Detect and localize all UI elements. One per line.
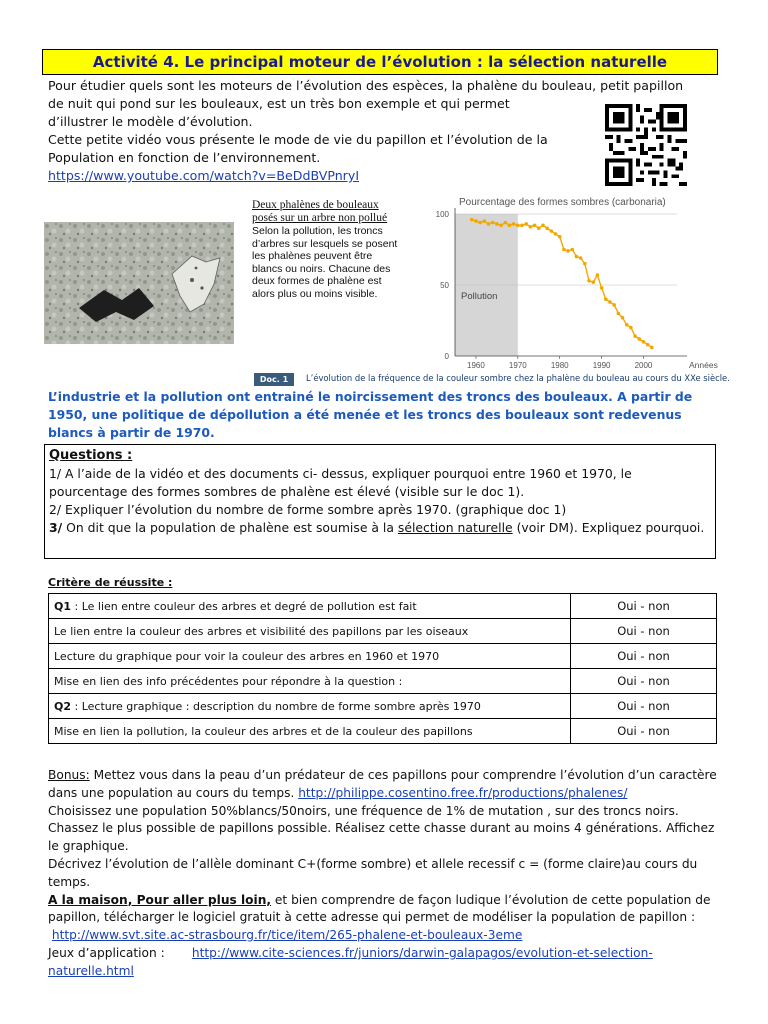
result-cell: Oui - non <box>571 669 717 694</box>
bonus-instructions: Choisissez une population 50%blancs/50noirs, une fréquence de 1% de mutation , sur des troncs noirs. Chassez le plus possible de papillons possible. Réalisez cette chasse durant au moins 4 générations. Affichez le graphique. <box>48 803 715 854</box>
intro-line-3: d’illustrer le modèle d’évolution. <box>48 114 253 129</box>
question-2: 2/ Expliquer l’évolution du nombre de forme sombre après 1970. (graphique doc 1) <box>49 502 567 517</box>
x-tick-label: 1980 <box>550 361 569 370</box>
question-3: 3/ On dit que la population de phalène est soumise à la sélection naturelle (voir DM). Expliquez pourquoi. <box>49 520 705 535</box>
data-point <box>529 225 533 229</box>
data-point <box>608 300 612 304</box>
criteria-heading: Critère de réussite : <box>48 576 173 589</box>
result-cell: Oui - non <box>571 619 717 644</box>
photo-caption <box>252 199 402 300</box>
data-point <box>483 219 487 223</box>
data-point <box>478 221 482 225</box>
criterion-cell: Mise en lien la pollution, la couleur des arbres et de la couleur des papillons <box>49 719 571 744</box>
data-point <box>558 235 562 239</box>
result-cell: Oui - non <box>571 694 717 719</box>
data-point <box>612 303 616 307</box>
doc-label: Doc. 1 <box>254 373 294 386</box>
doc-caption: L’évolution de la fréquence de la couleur sombre chez la phalène du bouleau au cours du XXe siècle. <box>306 373 730 383</box>
data-point <box>604 297 608 301</box>
data-point <box>646 343 650 347</box>
criterion-cell: Q1 : Le lien entre couleur des arbres et degré de pollution est fait <box>49 594 571 619</box>
bonus-label: Bonus: <box>48 768 90 782</box>
chart-title: Pourcentage des formes sombres (carbonaria) <box>459 197 666 208</box>
moths-photo <box>44 222 234 344</box>
data-point <box>554 232 558 236</box>
home-label: A la maison, Pour aller plus loin, <box>48 892 272 907</box>
phalenes-game-link[interactable]: http://philippe.cosentino.free.fr/productions/phalenes/ <box>298 785 628 800</box>
page-title: Activité 4. Le principal moteur de l’évolution : la sélection naturelle <box>42 49 718 75</box>
criterion-cell: Q2 : Lecture graphique : description du nombre de forme sombre après 1970 <box>49 694 571 719</box>
result-cell: Oui - non <box>571 719 717 744</box>
data-point <box>499 224 503 228</box>
intro-text <box>48 77 684 185</box>
data-point <box>474 219 478 223</box>
data-point <box>650 346 654 350</box>
questions-heading: Questions : <box>49 448 133 463</box>
caption-body: Selon la pollution, les troncs d’arbres sur lesquels se posent les phalènes peuvent être blancs ou noirs. Chacune des deux formes de phalène est alors plus ou moins visible. <box>252 225 398 300</box>
y-tick-label: 0 <box>444 352 449 361</box>
data-point <box>600 286 604 290</box>
data-point <box>520 224 524 228</box>
data-point <box>516 224 520 228</box>
intro-line-5: Population en fonction de l’environnement. <box>48 150 321 165</box>
intro-line-1: Pour étudier quels sont les moteurs de l’évolution des espèces, la phalène du bouleau, petit papillon <box>48 78 684 93</box>
intro-line-4: Cette petite vidéo vous présente le mode de vie du papillon et l’évolution de la <box>48 132 548 147</box>
data-point <box>470 218 474 222</box>
data-point <box>537 226 541 230</box>
table-row <box>49 619 717 644</box>
data-point <box>550 229 554 233</box>
games-label: Jeux d’application : <box>48 945 165 960</box>
data-point <box>512 222 516 226</box>
question-3-number: 3/ <box>49 520 63 535</box>
data-point <box>491 221 495 225</box>
bonus-allele-question: Décrivez l’évolution de l’allèle dominant C+(forme sombre) et allele recessif c = (forme claire)au cours du temps. <box>48 856 698 889</box>
carbonaria-chart <box>415 192 735 384</box>
natural-selection-term: sélection naturelle <box>397 520 513 535</box>
y-tick-label: 50 <box>440 281 449 290</box>
data-point <box>570 248 574 252</box>
table-row <box>49 719 717 744</box>
data-point <box>508 224 512 228</box>
data-point <box>629 326 633 330</box>
caption-title: Deux phalènes de bouleaux posés sur un arbre non pollué <box>252 199 388 224</box>
table-row <box>49 669 717 694</box>
data-point <box>633 334 637 338</box>
x-tick-label: 2000 <box>634 361 653 370</box>
table-row <box>49 594 717 619</box>
questions-box <box>44 444 716 559</box>
intro-line-2: de nuit qui pond sur les bouleaux, est un très bon exemple et qui permet <box>48 96 510 111</box>
data-point <box>524 222 528 226</box>
data-point <box>579 256 583 260</box>
data-point <box>503 221 507 225</box>
x-tick-label: 1970 <box>508 361 527 370</box>
x-tick-label: 1990 <box>592 361 611 370</box>
criterion-cell: Lecture du graphique pour voir la couleur des arbres en 1960 et 1970 <box>49 644 571 669</box>
data-point <box>596 273 600 277</box>
qr-code <box>604 104 688 186</box>
data-point <box>541 224 545 228</box>
data-point <box>583 262 587 266</box>
data-point <box>617 312 621 316</box>
criteria-table <box>48 593 717 744</box>
data-point <box>591 280 595 284</box>
data-point <box>495 222 499 226</box>
y-tick-label: 100 <box>435 210 449 219</box>
result-cell: Oui - non <box>571 644 717 669</box>
x-tick-label: 1960 <box>467 361 485 370</box>
bonus-section: Bonus: Mettez vous dans la peau d’un prédateur de ces papillons pour comprendre l’évolution d’un caractère dans une population au cours du temps. http://philippe.cosentino.free.fr/productions/phalenes/ Choisissez une population 50%blancs/50noirs, une fréquence de 1% de mutation , sur des troncs noirs. Chassez le plus possible de papillons possible. Réalisez cette chasse durant au moins 4 générations. Affichez le graphique. Décrivez l’évolution de l’allèle dominant C+(forme sombre) et allele recessif c = (forme claire)au cours du temps. A la maison, Pour aller plus loin, et bien comprendre de façon ludique l’évolution de cette population de papillon, télécharger le logiciel gratuit à cette adresse qui permet de modéliser la population de papillon : http://www.svt.site.ac-strasbourg.fr/tice/item/265-phalene-et-bouleaux-3eme Jeux d’application : http://www.cite-sciences.fr/juniors/darwin-galapagos/evolution-et-selection-naturelle.html <box>48 767 724 981</box>
industry-text: L’industrie et la pollution ont entrainé le noircissement des troncs des bouleaux. A partir de 1950, une politique de dépollution a été menée et les troncs des bouleaux sont redevenus blancs à partir de 1970. <box>48 389 693 440</box>
data-point <box>545 226 549 230</box>
data-point <box>638 337 642 341</box>
cite-sciences-link[interactable]: http://www.cite-sciences.fr/juniors/darwin-galapagos/evolution-et-selection-naturelle.html <box>48 945 653 978</box>
data-point <box>642 340 646 344</box>
data-point <box>625 323 629 327</box>
question-1: 1/ A l’aide de la vidéo et des documents ci- dessus, expliquer pourquoi entre 1960 et 1970, le pourcentage des formes sombres de phalène est élevé (visible sur le doc 1). <box>49 466 632 499</box>
data-point <box>621 316 625 320</box>
data-point <box>487 222 491 226</box>
data-point <box>575 255 579 259</box>
table-row <box>49 694 717 719</box>
data-point <box>566 249 570 253</box>
data-point <box>533 224 537 228</box>
criterion-cell: Le lien entre la couleur des arbres et visibilité des papillons par les oiseaux <box>49 619 571 644</box>
data-point <box>562 248 566 252</box>
video-link[interactable]: https://www.youtube.com/watch?v=BeDdBVPnryI <box>48 168 360 183</box>
x-axis-label: Années <box>689 360 718 370</box>
table-row <box>49 644 717 669</box>
data-point <box>587 279 591 283</box>
criterion-cell: Mise en lien des info précédentes pour répondre à la question : <box>49 669 571 694</box>
software-link[interactable]: http://www.svt.site.ac-strasbourg.fr/tice/item/265-phalene-et-bouleaux-3eme <box>51 928 523 943</box>
pollution-annotation: Pollution <box>461 291 498 303</box>
result-cell: Oui - non <box>571 594 717 619</box>
